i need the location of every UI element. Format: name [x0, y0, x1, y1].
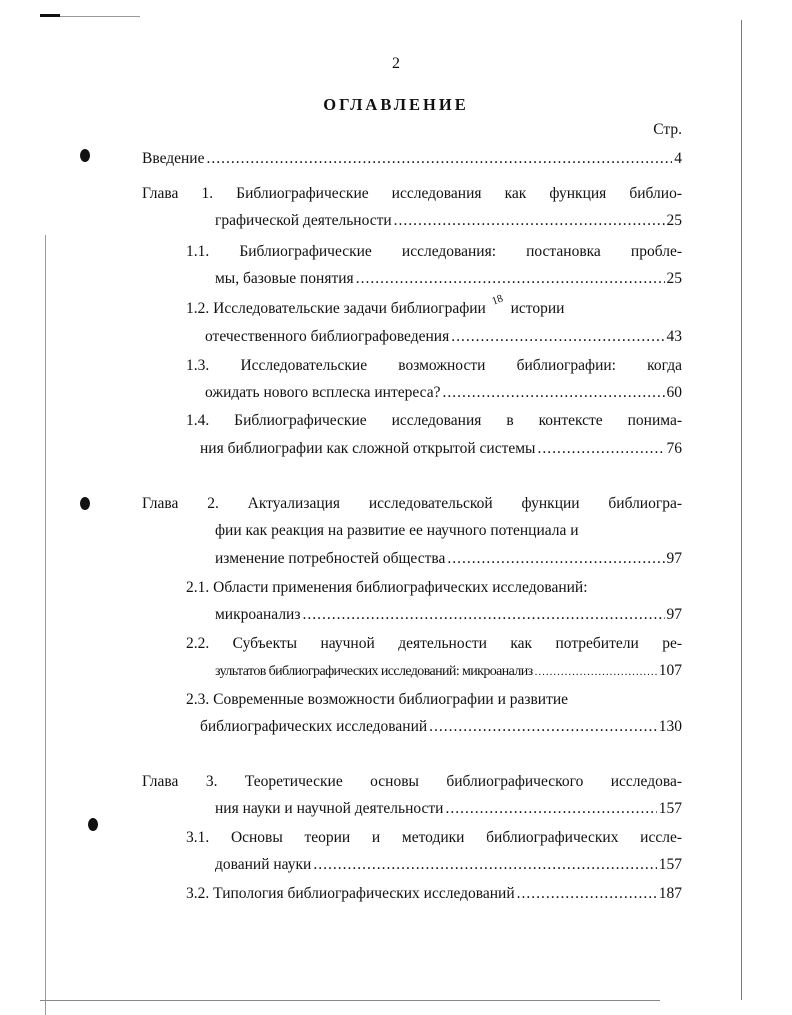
toc-page: 187: [658, 885, 682, 902]
toc-title: ОГЛАВЛЕНИЕ: [323, 95, 469, 114]
toc-entry-label: ния науки и научной деятельности: [215, 800, 444, 817]
toc-entry-label: зультатов библиографических исследований: микроанализ: [215, 664, 533, 679]
toc-entry-label: ния библиографии как сложной открытой системы: [200, 440, 536, 457]
scan-top-line: [60, 16, 140, 17]
toc-entry-label: ожидать нового всплеска интереса?: [205, 384, 441, 401]
toc-page: 157: [658, 856, 682, 873]
toc-entry-label: 2.3. Современные возможности библиографии и развитие: [186, 691, 569, 708]
dot-leader: [445, 798, 656, 820]
toc-entry-1-2-cont: [205, 326, 682, 348]
dot-leader: [313, 854, 656, 876]
page-column-label: Стр.: [653, 121, 682, 138]
binding-hole-1: [80, 149, 90, 162]
toc-entry-label: 1.3. Исследовательские возможности библиографии: когда: [186, 357, 682, 374]
dot-leader: [447, 548, 664, 570]
toc-entry-1-3-cont: [205, 382, 682, 404]
toc-entry-label: 1.4. Библиографические исследования в контексте понима-: [186, 412, 682, 429]
toc-entry-label: 1.2. Исследовательские задачи библиографии: [186, 300, 486, 317]
toc-entry-chapter-2: [142, 493, 682, 515]
toc-entry-label: Глава 1. Библиографические исследования как функция библио-: [142, 185, 682, 202]
toc-entry-3-1: [186, 827, 682, 849]
dot-leader: [302, 604, 664, 626]
toc-entry-label: 3.2. Типология библиографических исследований: [186, 885, 515, 902]
toc-entry-chapter-2-cont: [215, 520, 682, 542]
annotation-handwritten: 18: [489, 292, 505, 308]
toc-entry-chapter-1: [142, 183, 682, 205]
toc-entry-3-1-cont: [215, 854, 682, 876]
toc-entry-1-4: [186, 410, 682, 432]
toc-entry-label: Введение: [142, 150, 205, 167]
toc-entry-1-4-cont: [200, 438, 682, 460]
toc-entry-1-1-cont: [215, 268, 682, 290]
toc-entry-2-2: [186, 633, 682, 655]
toc-entry-label: 1.1. Библиографические исследования: постановка пробле-: [186, 243, 682, 260]
toc-entry-label: графической деятельности: [215, 212, 392, 229]
scan-bottom-line: [40, 1000, 660, 1001]
dot-leader: [206, 148, 672, 170]
toc-entry-1-2: [186, 292, 682, 320]
toc-entry-label: фии как реакция на развитие ее научного потенциала и: [215, 522, 579, 539]
toc-entry-label: Глава 3. Теоретические основы библиографического исследова-: [142, 773, 682, 790]
toc-entry-label: 3.1. Основы теории и методики библиографических иссле-: [186, 829, 682, 846]
toc-entry-label: Глава 2. Актуализация исследовательской функции библиогра-: [142, 495, 682, 512]
toc-entry-label: изменение потребностей общества: [215, 550, 446, 567]
page-number: 2: [392, 55, 400, 72]
dot-leader: [394, 210, 665, 232]
toc-entry-label: библиографических исследований: [200, 718, 428, 735]
scan-left-edge: [45, 235, 46, 1015]
dot-leader: [429, 716, 657, 738]
toc-page: 4: [674, 150, 682, 167]
toc-page: 107: [658, 662, 682, 679]
dot-leader: [356, 268, 665, 290]
toc-entry-label: отечественного библиографоведения: [205, 328, 450, 345]
toc-entry-label: микроанализ: [215, 606, 301, 623]
dot-leader: [535, 661, 657, 683]
toc-entry-label: 2.1. Области применения библиографических исследований:: [186, 579, 588, 596]
toc-entry-2-3: [186, 689, 682, 711]
toc-entry-2-3-cont: [200, 716, 682, 738]
toc-page: 97: [666, 606, 682, 623]
toc-entry-1-1: [186, 241, 682, 263]
toc-entry-label: 2.2. Субъекты научной деятельности как потребители ре-: [186, 635, 682, 652]
toc-entry-2-1: [186, 577, 682, 599]
dot-leader: [451, 326, 664, 348]
scan-right-edge: [741, 20, 742, 1000]
binding-hole-2: [80, 497, 90, 510]
toc-page: 76: [666, 440, 682, 457]
toc-entry-label: дований науки: [215, 856, 312, 873]
toc-page: 25: [666, 270, 682, 287]
toc-entry-label: истории: [510, 300, 565, 317]
toc-page: 60: [666, 384, 682, 401]
toc-entry-chapter-1-cont: [215, 210, 682, 232]
dot-leader: [442, 382, 664, 404]
toc-entry-3-2: [186, 883, 682, 905]
toc-page: 43: [666, 328, 682, 345]
toc-entry-1-3: [186, 355, 682, 377]
toc-entry-intro: [142, 148, 682, 170]
binding-hole-3: [88, 818, 98, 831]
scan-top-mark: [40, 14, 60, 17]
toc-entry-chapter-2-cont2: [215, 548, 682, 570]
dot-leader: [517, 883, 657, 905]
toc-entry-label: мы, базовые понятия: [215, 270, 354, 287]
toc-entry-2-1-cont: [215, 604, 682, 626]
dot-leader: [537, 438, 664, 460]
toc-page: 25: [666, 212, 682, 229]
toc-entry-chapter-3: [142, 771, 682, 793]
toc-entry-2-2-cont: [215, 660, 682, 682]
toc-page: 97: [666, 550, 682, 567]
toc-entry-chapter-3-cont: [215, 798, 682, 820]
toc-page: 130: [658, 718, 682, 735]
toc-page: 157: [658, 800, 682, 817]
